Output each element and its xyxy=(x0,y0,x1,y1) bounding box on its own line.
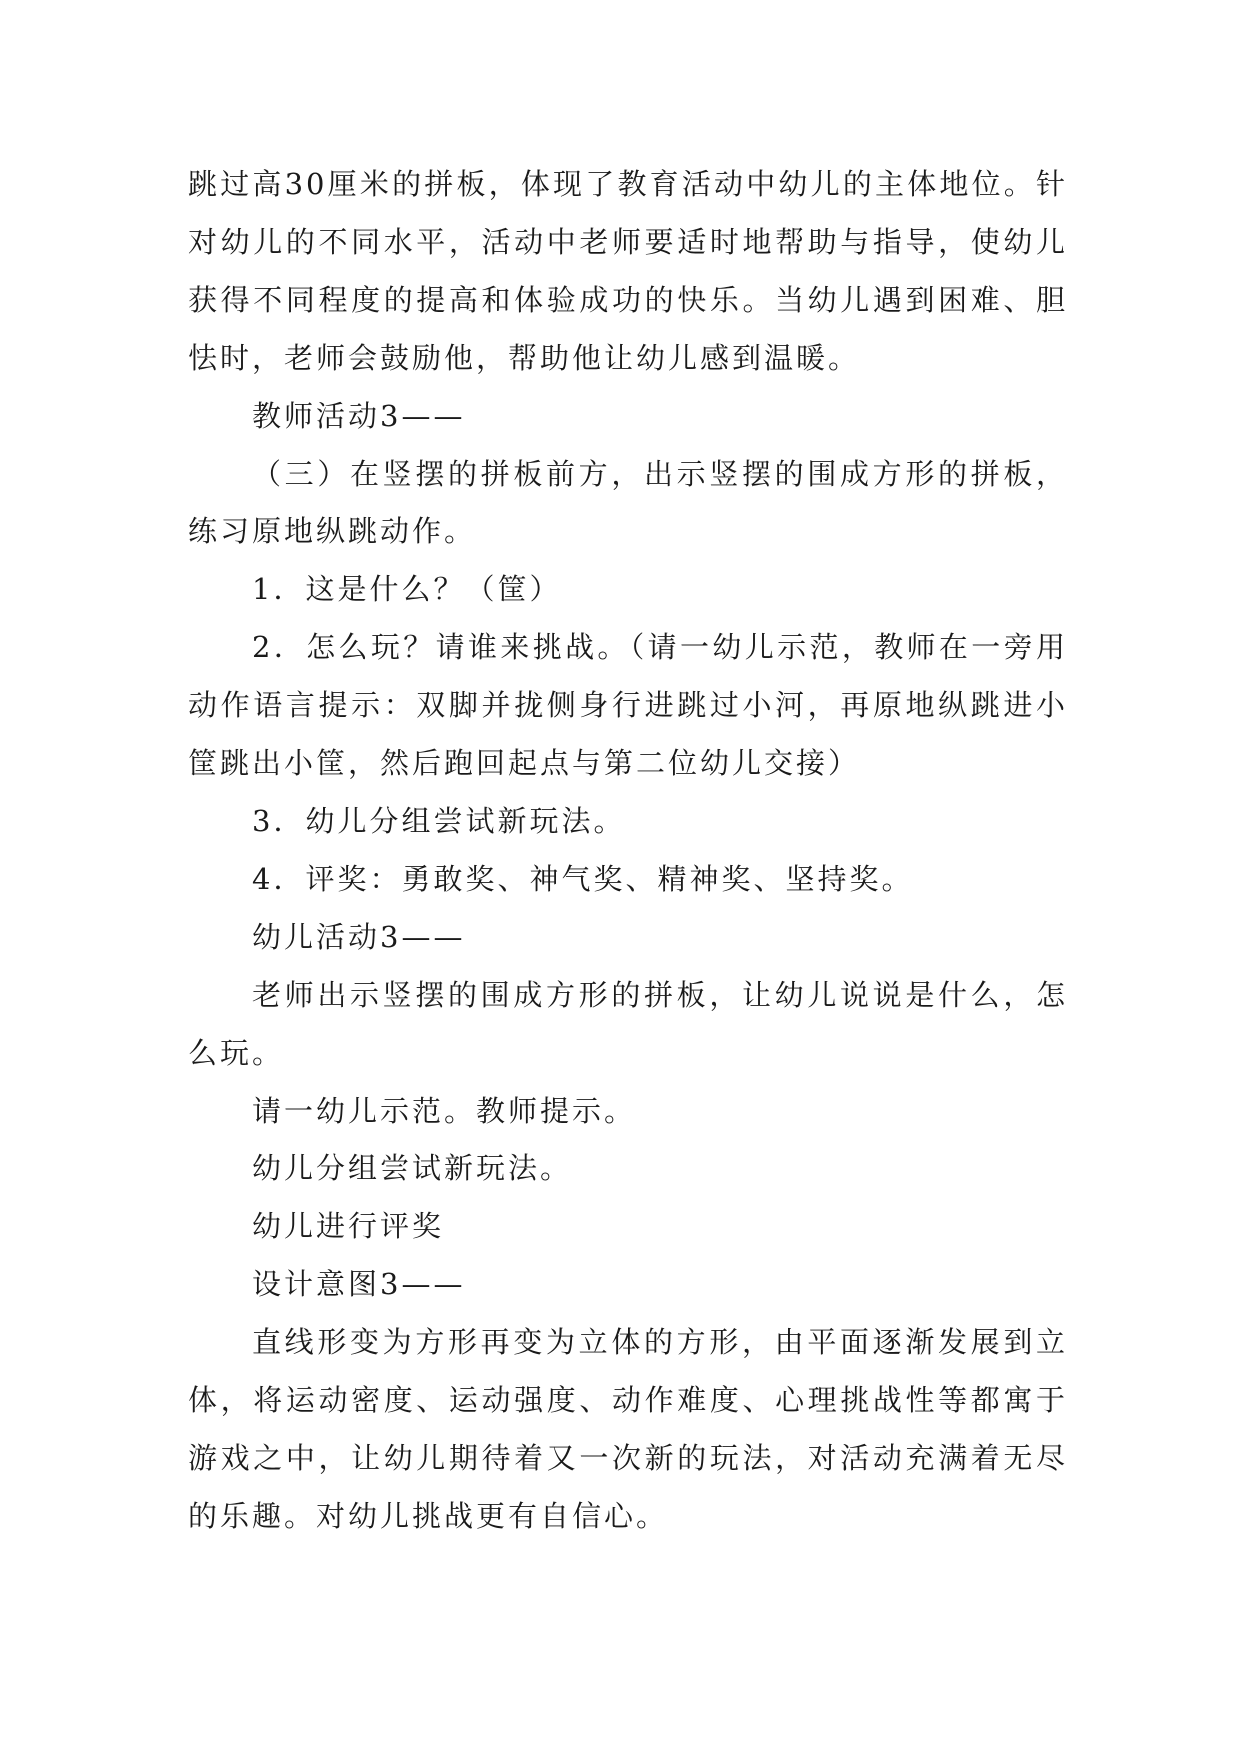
list-item-2: 2．怎么玩？请谁来挑战。（请一幼儿示范，教师在一旁用动作语言提示：双脚并拢侧身行进跳过小河，再原地纵跳进小筐跳出小筐，然后跑回起点与第二位幼儿交接） xyxy=(188,630,1068,781)
paragraph-step-three: （三）在竖摆的拼板前方，出示竖摆的围成方形的拼板，练习原地纵跳动作。 xyxy=(188,456,1068,549)
list-item-4: 4．评奖：勇敢奖、神气奖、精神奖、坚持奖。 xyxy=(252,861,914,896)
document-body xyxy=(188,156,1068,1546)
heading-teacher-activity-3: 教师活动3—— xyxy=(252,398,466,433)
paragraph-continuation: 跳过高30厘米的拼板，体现了教育活动中幼儿的主体地位。针对幼儿的不同水平，活动中老师要适时地帮助与指导，使幼儿获得不同程度的提高和体验成功的快乐。当幼儿遇到困难、胆怯时，老师会鼓励他，帮助他让幼儿感到温暖。 xyxy=(188,167,1068,375)
paragraph-group-try: 幼儿分组尝试新玩法。 xyxy=(252,1151,573,1186)
paragraph-teacher-shows-board: 老师出示竖摆的围成方形的拼板，让幼儿说说是什么，怎么玩。 xyxy=(188,977,1068,1070)
list-item-1: 1．这是什么？（筐） xyxy=(252,572,562,607)
heading-design-intent-3: 设计意图3—— xyxy=(252,1267,466,1302)
paragraph-demo: 请一幼儿示范。教师提示。 xyxy=(252,1093,637,1128)
paragraph-awards: 幼儿进行评奖 xyxy=(252,1209,445,1244)
paragraph-design-intent: 直线形变为方形再变为立体的方形，由平面逐渐发展到立体，将运动密度、运动强度、动作难度、心理挑战性等都寓于游戏之中，让幼儿期待着又一次新的玩法，对活动充满着无尽的乐趣。对幼儿挑战更有自信心。 xyxy=(188,1325,1068,1533)
list-item-3: 3．幼儿分组尝试新玩法。 xyxy=(252,803,626,838)
heading-child-activity-3: 幼儿活动3—— xyxy=(252,919,466,954)
